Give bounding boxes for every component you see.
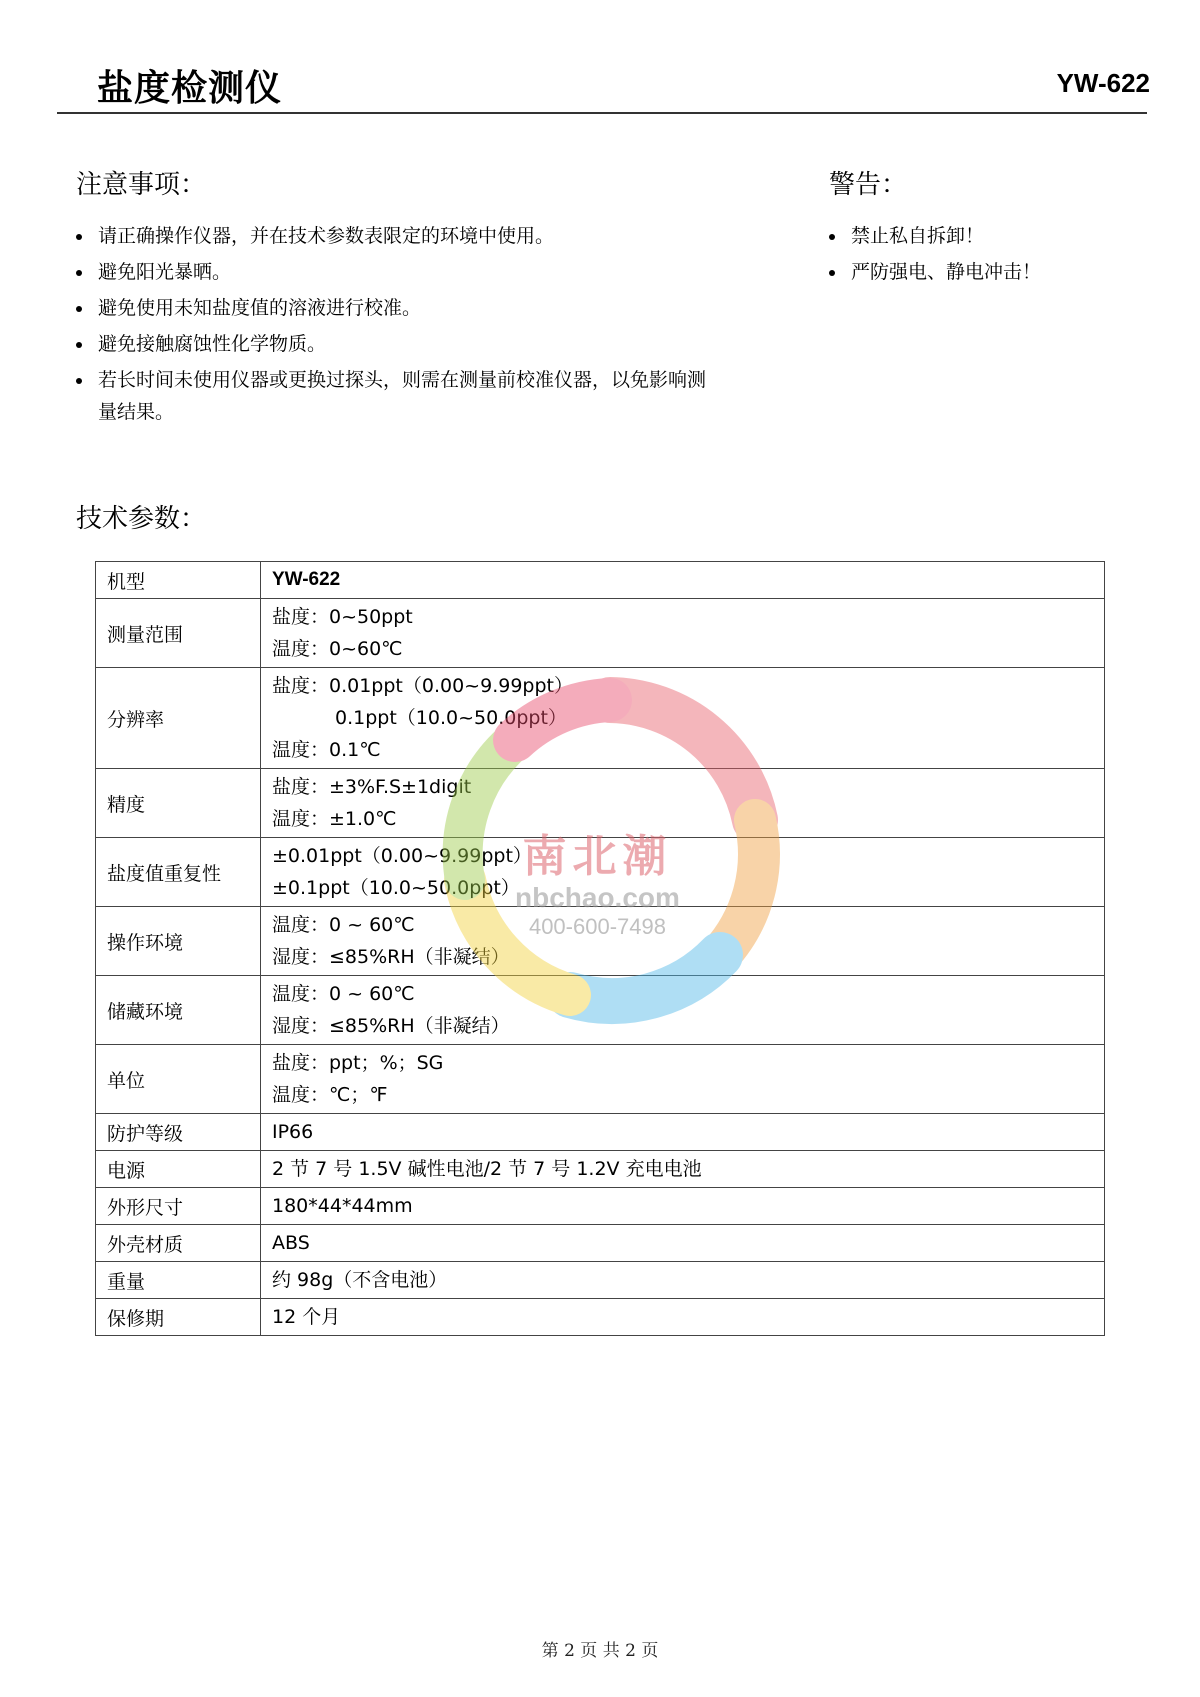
note-item: 避免使用未知盐度值的溶液进行校准。 bbox=[74, 292, 714, 324]
spec-line: 温度：0 ~ 60℃ bbox=[272, 914, 415, 936]
spec-label: 单位 bbox=[96, 1045, 261, 1114]
spec-label: 重量 bbox=[96, 1262, 261, 1299]
table-row bbox=[96, 668, 1105, 769]
spec-value bbox=[261, 907, 1105, 976]
table-row bbox=[96, 976, 1105, 1045]
table-row bbox=[96, 1151, 1105, 1188]
spec-label: 外形尺寸 bbox=[96, 1188, 261, 1225]
document-title: 盐度检测仪 bbox=[97, 68, 283, 109]
spec-label: 电源 bbox=[96, 1151, 261, 1188]
spec-value bbox=[261, 1299, 1105, 1336]
spec-line: 盐度：ppt；%；SG bbox=[272, 1052, 444, 1074]
warning-item: 严防强电、静电冲击！ bbox=[827, 256, 1157, 288]
table-row bbox=[96, 769, 1105, 838]
spec-label: 操作环境 bbox=[96, 907, 261, 976]
spec-value bbox=[261, 1151, 1105, 1188]
table-row bbox=[96, 838, 1105, 907]
header-divider bbox=[57, 112, 1147, 114]
spec-label: 测量范围 bbox=[96, 599, 261, 668]
spec-line: 12 个月 bbox=[272, 1306, 341, 1328]
table-row bbox=[96, 1262, 1105, 1299]
spec-line: 湿度：≤85%RH（非凝结） bbox=[272, 946, 510, 968]
warning-item: 禁止私自拆卸！ bbox=[827, 220, 1157, 252]
spec-value bbox=[261, 1262, 1105, 1299]
spec-line: YW-622 bbox=[272, 569, 341, 590]
page-number: 第 2 页 共 2 页 bbox=[541, 1641, 659, 1661]
spec-line: 温度：0 ~ 60℃ bbox=[272, 983, 415, 1005]
notes-heading: 注意事项： bbox=[76, 170, 207, 200]
spec-label: 储藏环境 bbox=[96, 976, 261, 1045]
spec-value bbox=[261, 562, 1105, 599]
spec-line: 温度：±1.0℃ bbox=[272, 808, 397, 830]
spec-label: 机型 bbox=[96, 562, 261, 599]
specs-heading: 技术参数： bbox=[76, 504, 207, 534]
table-row bbox=[96, 1299, 1105, 1336]
spec-line: ±0.1ppt（10.0~50.0ppt） bbox=[272, 877, 520, 899]
spec-line: 180*44*44mm bbox=[272, 1195, 413, 1217]
note-item: 若长时间未使用仪器或更换过探头，则需在测量前校准仪器，以免影响测量结果。 bbox=[74, 364, 714, 428]
warnings-heading: 警告： bbox=[829, 170, 908, 200]
notes-list bbox=[74, 220, 714, 432]
spec-label: 防护等级 bbox=[96, 1114, 261, 1151]
spec-label: 盐度值重复性 bbox=[96, 838, 261, 907]
spec-line: 2 节 7 号 1.5V 碱性电池/2 节 7 号 1.2V 充电电池 bbox=[272, 1158, 702, 1180]
spec-value bbox=[261, 1114, 1105, 1151]
spec-value bbox=[261, 1188, 1105, 1225]
table-row bbox=[96, 1045, 1105, 1114]
spec-label: 分辨率 bbox=[96, 668, 261, 769]
spec-label: 保修期 bbox=[96, 1299, 261, 1336]
table-row bbox=[96, 1114, 1105, 1151]
table-row bbox=[96, 907, 1105, 976]
spec-value bbox=[261, 838, 1105, 907]
spec-line: 盐度：0~50ppt bbox=[272, 606, 413, 628]
spec-line: 盐度：±3%F.S±1digit bbox=[272, 776, 472, 798]
watermark-domain: nbchao.com bbox=[515, 882, 680, 913]
warnings-list bbox=[827, 220, 1157, 292]
spec-value bbox=[261, 1225, 1105, 1262]
spec-line: ±0.01ppt（0.00~9.99ppt） bbox=[272, 845, 532, 867]
spec-value bbox=[261, 976, 1105, 1045]
spec-line: 温度：℃；℉ bbox=[272, 1084, 388, 1106]
spec-line: 0.1ppt（10.0~50.0ppt） bbox=[335, 707, 567, 729]
table-row bbox=[96, 1225, 1105, 1262]
spec-label: 精度 bbox=[96, 769, 261, 838]
note-item: 避免阳光暴晒。 bbox=[74, 256, 714, 288]
watermark-cn: 南北潮 bbox=[522, 831, 673, 882]
spec-line: 盐度：0.01ppt（0.00~9.99ppt） bbox=[272, 675, 573, 697]
spec-value bbox=[261, 668, 1105, 769]
spec-line: IP66 bbox=[272, 1121, 314, 1143]
note-item: 请正确操作仪器，并在技术参数表限定的环境中使用。 bbox=[74, 220, 714, 252]
table-row bbox=[96, 599, 1105, 668]
spec-line: 温度：0.1℃ bbox=[272, 739, 381, 761]
spec-line: ABS bbox=[272, 1232, 310, 1254]
note-item: 避免接触腐蚀性化学物质。 bbox=[74, 328, 714, 360]
model-number: YW-622 bbox=[1056, 68, 1150, 98]
table-row bbox=[96, 1188, 1105, 1225]
watermark-phone: 400-600-7498 bbox=[528, 914, 666, 939]
spec-label: 外壳材质 bbox=[96, 1225, 261, 1262]
spec-value bbox=[261, 599, 1105, 668]
spec-value bbox=[261, 1045, 1105, 1114]
spec-value bbox=[261, 769, 1105, 838]
spec-line: 温度：0~60℃ bbox=[272, 638, 403, 660]
table-row bbox=[96, 562, 1105, 599]
spec-table bbox=[95, 561, 1105, 1336]
spec-line: 湿度：≤85%RH（非凝结） bbox=[272, 1015, 510, 1037]
spec-line: 约 98g（不含电池） bbox=[272, 1269, 448, 1291]
